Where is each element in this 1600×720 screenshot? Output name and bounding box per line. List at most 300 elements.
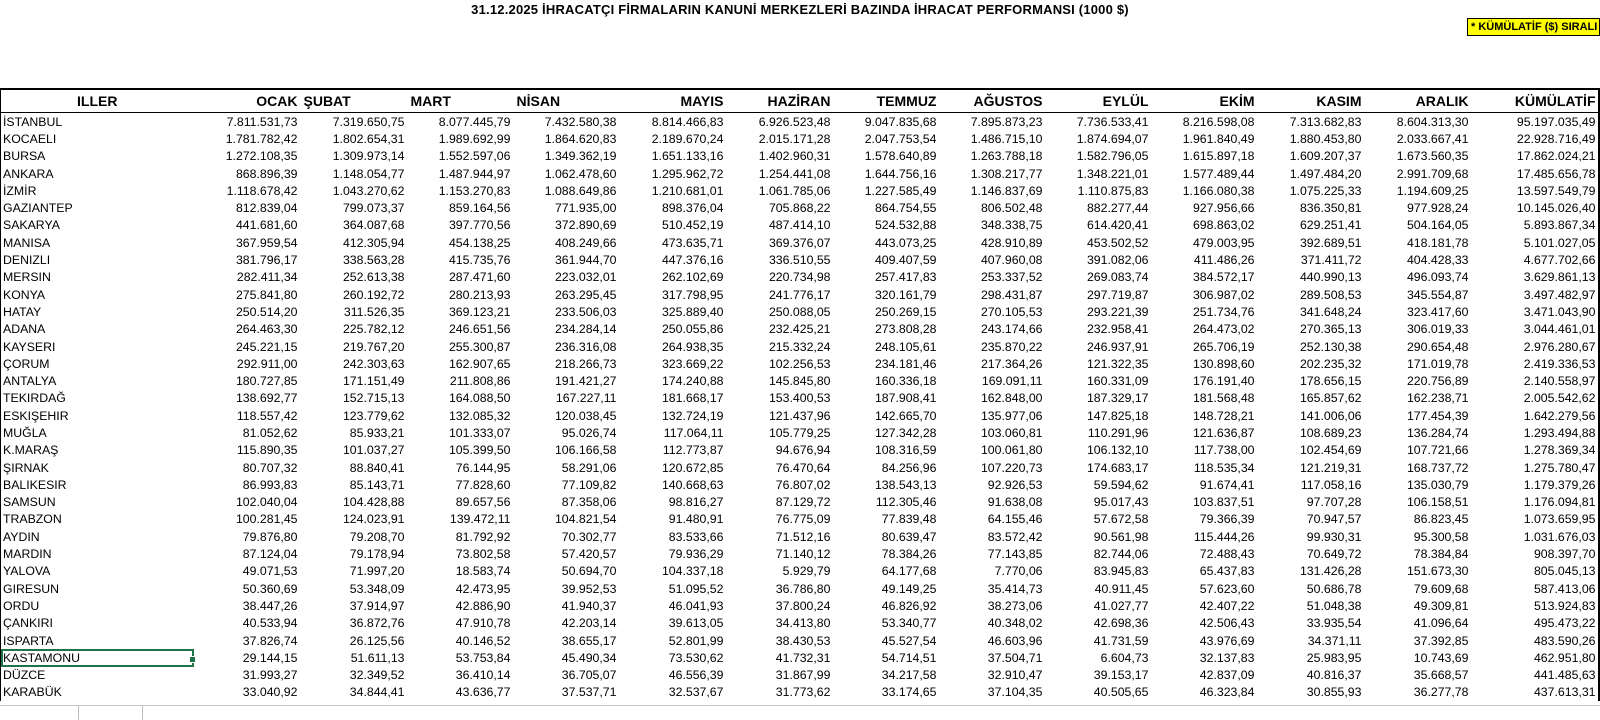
province-cell[interactable]: SAMSUN bbox=[1, 494, 194, 511]
value-cell[interactable]: 101.037,27 bbox=[342, 443, 405, 458]
value-cell[interactable]: 440.990,13 bbox=[1299, 270, 1362, 285]
value-cell[interactable]: 264.938,35 bbox=[661, 339, 724, 354]
value-cell[interactable]: 241.776,17 bbox=[768, 287, 831, 302]
value-cell[interactable]: 246.651,56 bbox=[448, 322, 511, 337]
value-cell[interactable]: 92.926,53 bbox=[987, 477, 1043, 492]
value-cell[interactable]: 31.993,27 bbox=[242, 668, 298, 683]
value-cell[interactable]: 407.960,08 bbox=[980, 253, 1043, 268]
value-cell[interactable]: 799.073,37 bbox=[342, 201, 405, 216]
value-cell[interactable]: 99.930,31 bbox=[1306, 529, 1362, 544]
value-cell[interactable]: 1.075.225,33 bbox=[1289, 183, 1362, 198]
value-cell[interactable]: 250.088,05 bbox=[768, 304, 831, 319]
value-cell[interactable]: 215.332,24 bbox=[768, 339, 831, 354]
value-cell[interactable]: 160.336,18 bbox=[874, 374, 937, 389]
value-cell[interactable]: 1.275.780,47 bbox=[1471, 459, 1599, 476]
value-cell[interactable]: 250.055,86 bbox=[661, 322, 724, 337]
value-cell[interactable]: 25.983,95 bbox=[1306, 650, 1362, 665]
value-cell[interactable]: 1.486.715,10 bbox=[970, 131, 1043, 146]
value-cell[interactable]: 496.093,74 bbox=[1406, 270, 1469, 285]
value-cell[interactable]: 1.578.640,89 bbox=[864, 149, 937, 164]
value-cell[interactable]: 79.208,70 bbox=[349, 529, 405, 544]
value-cell[interactable]: 1.031.676,03 bbox=[1471, 528, 1599, 545]
value-cell[interactable]: 181.568,48 bbox=[1192, 391, 1255, 406]
value-cell[interactable]: 341.648,24 bbox=[1299, 304, 1362, 319]
value-cell[interactable]: 54.714,51 bbox=[881, 650, 937, 665]
province-cell[interactable]: KONYA bbox=[1, 286, 194, 303]
value-cell[interactable]: 40.533,94 bbox=[242, 616, 298, 631]
value-cell[interactable]: 7.313.682,83 bbox=[1289, 114, 1362, 129]
value-cell[interactable]: 117.058,16 bbox=[1300, 477, 1362, 492]
value-cell[interactable]: 153.400,53 bbox=[768, 391, 831, 406]
value-cell[interactable]: 1.295.962,72 bbox=[651, 166, 724, 181]
value-cell[interactable]: 98.816,27 bbox=[668, 495, 724, 510]
value-cell[interactable]: 292.911,00 bbox=[236, 356, 298, 371]
value-cell[interactable]: 298.431,87 bbox=[980, 287, 1043, 302]
value-cell[interactable]: 70.947,57 bbox=[1306, 512, 1362, 527]
value-cell[interactable]: 437.613,31 bbox=[1471, 684, 1599, 701]
value-cell[interactable]: 441.485,63 bbox=[1471, 667, 1599, 684]
value-cell[interactable]: 71.997,20 bbox=[349, 564, 405, 579]
value-cell[interactable]: 1.153.270,83 bbox=[438, 183, 511, 198]
value-cell[interactable]: 1.642.279,56 bbox=[1471, 407, 1599, 424]
province-cell[interactable]: MARDIN bbox=[1, 545, 194, 562]
value-cell[interactable]: 415.735,76 bbox=[448, 253, 511, 268]
value-cell[interactable]: 64.155,46 bbox=[987, 512, 1043, 527]
value-cell[interactable]: 287.471,60 bbox=[448, 270, 511, 285]
value-cell[interactable]: 311.526,35 bbox=[343, 304, 405, 319]
value-cell[interactable]: 38.273,06 bbox=[987, 598, 1043, 613]
value-cell[interactable]: 41.027,77 bbox=[1093, 598, 1149, 613]
value-cell[interactable]: 7.319.650,75 bbox=[332, 114, 405, 129]
value-cell[interactable]: 504.164,05 bbox=[1406, 218, 1469, 233]
column-header-3[interactable]: MART bbox=[407, 89, 513, 113]
province-cell[interactable]: KARABÜK bbox=[1, 684, 194, 701]
value-cell[interactable]: 46.826,92 bbox=[881, 598, 937, 613]
value-cell[interactable]: 629.251,41 bbox=[1299, 218, 1362, 233]
value-cell[interactable]: 705.868,22 bbox=[768, 201, 831, 216]
value-cell[interactable]: 57.420,57 bbox=[561, 547, 617, 562]
value-cell[interactable]: 1.781.782,42 bbox=[225, 131, 298, 146]
value-cell[interactable]: 174.683,17 bbox=[1086, 460, 1149, 475]
value-cell[interactable]: 171.019,78 bbox=[1406, 356, 1469, 371]
value-cell[interactable]: 86.823,45 bbox=[1413, 512, 1469, 527]
value-cell[interactable]: 84.256,96 bbox=[881, 460, 937, 475]
value-cell[interactable]: 262.102,69 bbox=[661, 270, 724, 285]
value-cell[interactable]: 38.447,26 bbox=[242, 598, 298, 613]
value-cell[interactable]: 46.323,84 bbox=[1199, 685, 1255, 700]
value-cell[interactable]: 102.040,04 bbox=[235, 495, 298, 510]
value-cell[interactable]: 145.845,80 bbox=[768, 374, 831, 389]
value-cell[interactable]: 225.782,12 bbox=[342, 322, 405, 337]
value-cell[interactable]: 89.657,56 bbox=[455, 495, 511, 510]
value-cell[interactable]: 364.087,68 bbox=[342, 218, 405, 233]
value-cell[interactable]: 2.140.558,97 bbox=[1471, 372, 1599, 389]
value-cell[interactable]: 135.030,79 bbox=[1406, 477, 1469, 492]
value-cell[interactable]: 34.413,80 bbox=[775, 616, 831, 631]
value-cell[interactable]: 211.808,86 bbox=[449, 374, 511, 389]
province-cell[interactable]: HATAY bbox=[1, 303, 194, 320]
value-cell[interactable]: 1.210.681,01 bbox=[651, 183, 724, 198]
value-cell[interactable]: 71.140,12 bbox=[775, 547, 831, 562]
value-cell[interactable]: 1.110.875,83 bbox=[1077, 183, 1149, 198]
value-cell[interactable]: 1.874.694,07 bbox=[1076, 131, 1149, 146]
value-cell[interactable]: 191.421,27 bbox=[554, 374, 617, 389]
value-cell[interactable]: 95.300,58 bbox=[1413, 529, 1469, 544]
column-header-4[interactable]: NİSAN bbox=[513, 89, 619, 113]
value-cell[interactable]: 1.194.609,25 bbox=[1396, 183, 1469, 198]
value-cell[interactable]: 77.839,48 bbox=[881, 512, 937, 527]
value-cell[interactable]: 120.672,85 bbox=[661, 460, 724, 475]
value-cell[interactable]: 1.062.478,60 bbox=[544, 166, 617, 181]
value-cell[interactable]: 50.694,70 bbox=[561, 564, 617, 579]
value-cell[interactable]: 100.281,45 bbox=[235, 512, 298, 527]
value-cell[interactable]: 76.470,64 bbox=[775, 460, 831, 475]
value-cell[interactable]: 3.471.043,90 bbox=[1471, 303, 1599, 320]
value-cell[interactable]: 411.486,26 bbox=[1193, 253, 1255, 268]
value-cell[interactable]: 223.032,01 bbox=[554, 270, 617, 285]
value-cell[interactable]: 77.109,82 bbox=[561, 477, 617, 492]
value-cell[interactable]: 81.052,62 bbox=[242, 425, 298, 440]
value-cell[interactable]: 83.533,66 bbox=[668, 529, 724, 544]
province-cell[interactable]: AYDIN bbox=[1, 528, 194, 545]
province-cell[interactable]: TEKIRDAĞ bbox=[1, 390, 194, 407]
value-cell[interactable]: 22.928.716,49 bbox=[1471, 130, 1599, 147]
value-cell[interactable]: 33.174,65 bbox=[881, 685, 937, 700]
value-cell[interactable]: 859.164,56 bbox=[448, 201, 511, 216]
value-cell[interactable]: 10.743,69 bbox=[1413, 650, 1469, 665]
value-cell[interactable]: 41.096,64 bbox=[1413, 616, 1469, 631]
value-cell[interactable]: 306.019,33 bbox=[1406, 322, 1469, 337]
value-cell[interactable]: 81.792,92 bbox=[455, 529, 511, 544]
value-cell[interactable]: 260.192,72 bbox=[342, 287, 405, 302]
value-cell[interactable]: 80.639,47 bbox=[881, 529, 937, 544]
value-cell[interactable]: 123.779,62 bbox=[342, 408, 405, 423]
value-cell[interactable]: 483.590,26 bbox=[1471, 632, 1599, 649]
value-cell[interactable]: 78.384,26 bbox=[881, 547, 937, 562]
value-cell[interactable]: 317.798,95 bbox=[661, 287, 724, 302]
value-cell[interactable]: 120.038,45 bbox=[554, 408, 617, 423]
value-cell[interactable]: 34.371,11 bbox=[1307, 633, 1362, 648]
value-cell[interactable]: 42.203,14 bbox=[561, 616, 617, 631]
value-cell[interactable]: 245.221,15 bbox=[235, 339, 298, 354]
value-cell[interactable]: 371.411,72 bbox=[1300, 253, 1362, 268]
value-cell[interactable]: 70.649,72 bbox=[1306, 547, 1362, 562]
value-cell[interactable]: 1.609.207,37 bbox=[1289, 149, 1362, 164]
value-cell[interactable]: 40.816,37 bbox=[1306, 668, 1362, 683]
value-cell[interactable]: 10.145.026,40 bbox=[1471, 199, 1599, 216]
value-cell[interactable]: 487.414,10 bbox=[768, 218, 831, 233]
value-cell[interactable]: 771.935,00 bbox=[554, 201, 617, 216]
column-header-5[interactable]: MAYIS bbox=[619, 89, 726, 113]
value-cell[interactable]: 336.510,55 bbox=[768, 253, 831, 268]
value-cell[interactable]: 513.924,83 bbox=[1471, 597, 1599, 614]
value-cell[interactable]: 369.123,21 bbox=[448, 304, 511, 319]
value-cell[interactable]: 38.655,17 bbox=[561, 633, 617, 648]
value-cell[interactable]: 37.504,71 bbox=[987, 650, 1043, 665]
value-cell[interactable]: 255.300,87 bbox=[448, 339, 511, 354]
value-cell[interactable]: 46.556,39 bbox=[668, 668, 724, 683]
province-cell[interactable]: ESKIŞEHIR bbox=[1, 407, 194, 424]
value-cell[interactable]: 1.349.362,19 bbox=[544, 149, 617, 164]
value-cell[interactable]: 1.118.678,42 bbox=[226, 183, 298, 198]
value-cell[interactable]: 46.603,96 bbox=[987, 633, 1043, 648]
value-cell[interactable]: 45.490,34 bbox=[561, 650, 617, 665]
value-cell[interactable]: 37.537,71 bbox=[561, 685, 617, 700]
value-cell[interactable]: 132.724,19 bbox=[661, 408, 724, 423]
value-cell[interactable]: 8.216.598,08 bbox=[1182, 114, 1255, 129]
value-cell[interactable]: 87.358,06 bbox=[561, 495, 617, 510]
column-header-6[interactable]: HAZİRAN bbox=[726, 89, 833, 113]
value-cell[interactable]: 391.082,06 bbox=[1086, 253, 1149, 268]
value-cell[interactable]: 132.085,32 bbox=[448, 408, 511, 423]
value-cell[interactable]: 17.862.024,21 bbox=[1471, 148, 1599, 165]
value-cell[interactable]: 367.959,54 bbox=[235, 235, 298, 250]
value-cell[interactable]: 257.417,83 bbox=[874, 270, 937, 285]
value-cell[interactable]: 37.392,85 bbox=[1413, 633, 1469, 648]
value-cell[interactable]: 42.506,43 bbox=[1199, 616, 1255, 631]
value-cell[interactable]: 176.191,40 bbox=[1192, 374, 1255, 389]
value-cell[interactable]: 104.821,54 bbox=[554, 512, 617, 527]
value-cell[interactable]: 2.991.709,68 bbox=[1396, 166, 1469, 181]
value-cell[interactable]: 135.977,06 bbox=[980, 408, 1043, 423]
value-cell[interactable]: 7.895.873,23 bbox=[970, 114, 1043, 129]
value-cell[interactable]: 187.908,41 bbox=[874, 391, 937, 406]
value-cell[interactable]: 95.197.035,49 bbox=[1471, 113, 1599, 131]
value-cell[interactable]: 107.721,66 bbox=[1406, 443, 1469, 458]
value-cell[interactable]: 1.278.369,34 bbox=[1471, 442, 1599, 459]
value-cell[interactable]: 251.734,76 bbox=[1192, 304, 1255, 319]
value-cell[interactable]: 73.530,62 bbox=[668, 650, 724, 665]
value-cell[interactable]: 269.083,74 bbox=[1086, 270, 1149, 285]
value-cell[interactable]: 97.707,28 bbox=[1306, 495, 1362, 510]
value-cell[interactable]: 141.006,06 bbox=[1299, 408, 1362, 423]
value-cell[interactable]: 812.839,04 bbox=[235, 201, 298, 216]
value-cell[interactable]: 178.656,15 bbox=[1299, 374, 1362, 389]
value-cell[interactable]: 5.929,79 bbox=[782, 564, 831, 579]
value-cell[interactable]: 65.437,83 bbox=[1199, 564, 1255, 579]
value-cell[interactable]: 9.047.835,68 bbox=[864, 114, 937, 129]
value-cell[interactable]: 138.692,77 bbox=[235, 391, 298, 406]
value-cell[interactable]: 140.668,63 bbox=[661, 477, 724, 492]
province-cell[interactable]: KAYSERI bbox=[1, 338, 194, 355]
value-cell[interactable]: 106.132,10 bbox=[1086, 443, 1149, 458]
value-cell[interactable]: 234.284,14 bbox=[554, 322, 617, 337]
value-cell[interactable]: 147.825,18 bbox=[1086, 408, 1149, 423]
value-cell[interactable]: 70.302,77 bbox=[561, 529, 617, 544]
value-cell[interactable]: 338.563,28 bbox=[342, 253, 405, 268]
value-cell[interactable]: 1.989.692,99 bbox=[438, 131, 511, 146]
value-cell[interactable]: 87.124,04 bbox=[242, 547, 298, 562]
value-cell[interactable]: 121.322,35 bbox=[1086, 356, 1149, 371]
value-cell[interactable]: 167.227,11 bbox=[555, 391, 617, 406]
value-cell[interactable]: 85.933,21 bbox=[349, 425, 405, 440]
province-cell[interactable]: ADANA bbox=[1, 321, 194, 338]
value-cell[interactable]: 409.407,59 bbox=[874, 253, 937, 268]
value-cell[interactable]: 32.910,47 bbox=[987, 668, 1043, 683]
value-cell[interactable]: 320.161,79 bbox=[874, 287, 937, 302]
value-cell[interactable]: 29.144,15 bbox=[242, 650, 298, 665]
value-cell[interactable]: 41.940,37 bbox=[561, 598, 617, 613]
value-cell[interactable]: 6.926.523,48 bbox=[758, 114, 831, 129]
province-cell[interactable]: İSTANBUL bbox=[1, 113, 194, 131]
value-cell[interactable]: 57.623,60 bbox=[1199, 581, 1255, 596]
value-cell[interactable]: 977.928,24 bbox=[1406, 201, 1469, 216]
value-cell[interactable]: 1.088.649,86 bbox=[544, 183, 617, 198]
value-cell[interactable]: 31.773,62 bbox=[775, 685, 831, 700]
value-cell[interactable]: 148.728,21 bbox=[1192, 408, 1255, 423]
value-cell[interactable]: 441.681,60 bbox=[235, 218, 298, 233]
value-cell[interactable]: 1.651.133,16 bbox=[651, 149, 724, 164]
province-cell[interactable]: ISPARTA bbox=[1, 632, 194, 649]
province-cell[interactable]: KASTAMONU bbox=[1, 649, 194, 666]
value-cell[interactable]: 79.936,29 bbox=[668, 547, 724, 562]
value-cell[interactable]: 127.342,28 bbox=[874, 425, 937, 440]
value-cell[interactable]: 13.597.549,79 bbox=[1471, 182, 1599, 199]
value-cell[interactable]: 106.166,58 bbox=[554, 443, 617, 458]
value-cell[interactable]: 243.174,66 bbox=[980, 322, 1043, 337]
value-cell[interactable]: 282.411,34 bbox=[236, 270, 298, 285]
province-cell[interactable]: MERSIN bbox=[1, 269, 194, 286]
value-cell[interactable]: 2.015.171,28 bbox=[758, 131, 831, 146]
province-cell[interactable]: SAKARYA bbox=[1, 217, 194, 234]
value-cell[interactable]: 372.890,69 bbox=[554, 218, 617, 233]
value-cell[interactable]: 138.543,13 bbox=[874, 477, 937, 492]
value-cell[interactable]: 1.864.620,83 bbox=[544, 131, 617, 146]
value-cell[interactable]: 49.149,25 bbox=[881, 581, 937, 596]
value-cell[interactable]: 32.349,52 bbox=[349, 668, 405, 683]
value-cell[interactable]: 118.557,42 bbox=[236, 408, 298, 423]
value-cell[interactable]: 297.719,87 bbox=[1086, 287, 1149, 302]
value-cell[interactable]: 42.886,90 bbox=[455, 598, 511, 613]
value-cell[interactable]: 836.350,81 bbox=[1299, 201, 1362, 216]
value-cell[interactable]: 151.673,30 bbox=[1406, 564, 1469, 579]
value-cell[interactable]: 453.502,52 bbox=[1086, 235, 1149, 250]
value-cell[interactable]: 82.744,06 bbox=[1093, 547, 1149, 562]
value-cell[interactable]: 217.364,26 bbox=[980, 356, 1043, 371]
value-cell[interactable]: 369.376,07 bbox=[768, 235, 831, 250]
value-cell[interactable]: 31.867,99 bbox=[775, 668, 831, 683]
value-cell[interactable]: 927.956,66 bbox=[1192, 201, 1255, 216]
value-cell[interactable]: 79.876,80 bbox=[242, 529, 298, 544]
value-cell[interactable]: 112.773,87 bbox=[662, 443, 724, 458]
value-cell[interactable]: 49.071,53 bbox=[242, 564, 298, 579]
value-cell[interactable]: 270.105,53 bbox=[980, 304, 1043, 319]
value-cell[interactable]: 381.796,17 bbox=[235, 253, 298, 268]
value-cell[interactable]: 219.767,20 bbox=[342, 339, 405, 354]
value-cell[interactable]: 418.181,78 bbox=[1406, 235, 1469, 250]
value-cell[interactable]: 3.497.482,97 bbox=[1471, 286, 1599, 303]
value-cell[interactable]: 443.073,25 bbox=[874, 235, 937, 250]
value-cell[interactable]: 50.360,69 bbox=[242, 581, 298, 596]
value-cell[interactable]: 87.129,72 bbox=[775, 495, 831, 510]
province-cell[interactable]: DENIZLI bbox=[1, 251, 194, 268]
value-cell[interactable]: 78.384,84 bbox=[1413, 547, 1469, 562]
province-cell[interactable]: ANTALYA bbox=[1, 372, 194, 389]
value-cell[interactable]: 121.219,31 bbox=[1299, 460, 1362, 475]
value-cell[interactable]: 323.669,22 bbox=[661, 356, 724, 371]
value-cell[interactable]: 104.337,18 bbox=[661, 564, 724, 579]
value-cell[interactable]: 7.811.531,73 bbox=[226, 114, 298, 129]
value-cell[interactable]: 52.801,99 bbox=[668, 633, 724, 648]
value-cell[interactable]: 102.454,69 bbox=[1299, 443, 1362, 458]
value-cell[interactable]: 1.073.659,95 bbox=[1471, 511, 1599, 528]
value-cell[interactable]: 76.775,09 bbox=[775, 512, 831, 527]
value-cell[interactable]: 265.706,19 bbox=[1192, 339, 1255, 354]
value-cell[interactable]: 242.303,63 bbox=[342, 356, 405, 371]
value-cell[interactable]: 91.674,41 bbox=[1199, 477, 1255, 492]
value-cell[interactable]: 2.189.670,24 bbox=[651, 131, 724, 146]
province-cell[interactable]: GIRESUN bbox=[1, 580, 194, 597]
value-cell[interactable]: 412.305,94 bbox=[342, 235, 405, 250]
value-cell[interactable]: 35.414,73 bbox=[987, 581, 1043, 596]
value-cell[interactable]: 162.238,71 bbox=[1406, 391, 1469, 406]
value-cell[interactable]: 8.604.313,30 bbox=[1396, 114, 1469, 129]
value-cell[interactable]: 162.848,00 bbox=[980, 391, 1043, 406]
value-cell[interactable]: 454.138,25 bbox=[448, 235, 511, 250]
value-cell[interactable]: 220.734,98 bbox=[768, 270, 831, 285]
value-cell[interactable]: 83.572,42 bbox=[987, 529, 1043, 544]
value-cell[interactable]: 124.023,91 bbox=[342, 512, 405, 527]
value-cell[interactable]: 273.808,28 bbox=[874, 322, 937, 337]
value-cell[interactable]: 30.855,93 bbox=[1306, 685, 1362, 700]
value-cell[interactable]: 587.413,06 bbox=[1471, 580, 1599, 597]
value-cell[interactable]: 1.309.973,14 bbox=[332, 149, 405, 164]
value-cell[interactable]: 1.227.585,49 bbox=[864, 183, 937, 198]
value-cell[interactable]: 162.907,65 bbox=[448, 356, 511, 371]
value-cell[interactable]: 112.305,46 bbox=[875, 495, 937, 510]
value-cell[interactable]: 107.220,73 bbox=[980, 460, 1043, 475]
value-cell[interactable]: 510.452,19 bbox=[661, 218, 724, 233]
value-cell[interactable]: 479.003,95 bbox=[1192, 235, 1255, 250]
value-cell[interactable]: 236.316,08 bbox=[554, 339, 617, 354]
value-cell[interactable]: 18.583,74 bbox=[455, 564, 511, 579]
value-cell[interactable]: 1.577.489,44 bbox=[1182, 166, 1255, 181]
value-cell[interactable]: 83.945,83 bbox=[1093, 564, 1149, 579]
value-cell[interactable]: 2.033.667,41 bbox=[1396, 131, 1469, 146]
value-cell[interactable]: 72.488,43 bbox=[1199, 547, 1255, 562]
value-cell[interactable]: 100.061,80 bbox=[980, 443, 1043, 458]
value-cell[interactable]: 3.629.861,13 bbox=[1471, 269, 1599, 286]
value-cell[interactable]: 32.137,83 bbox=[1199, 650, 1255, 665]
value-cell[interactable]: 2.419.336,53 bbox=[1471, 355, 1599, 372]
value-cell[interactable]: 264.463,30 bbox=[235, 322, 298, 337]
value-cell[interactable]: 5.893.867,34 bbox=[1471, 217, 1599, 234]
value-cell[interactable]: 270.365,13 bbox=[1299, 322, 1362, 337]
value-cell[interactable]: 57.672,58 bbox=[1093, 512, 1149, 527]
value-cell[interactable]: 1.272.108,35 bbox=[225, 149, 298, 164]
value-cell[interactable]: 1.166.080,38 bbox=[1182, 183, 1255, 198]
value-cell[interactable]: 79.366,39 bbox=[1199, 512, 1255, 527]
value-cell[interactable]: 58.291,06 bbox=[561, 460, 617, 475]
value-cell[interactable]: 41.731,59 bbox=[1093, 633, 1149, 648]
value-cell[interactable]: 805.045,13 bbox=[1471, 563, 1599, 580]
value-cell[interactable]: 898.376,04 bbox=[661, 201, 724, 216]
value-cell[interactable]: 252.130,38 bbox=[1299, 339, 1362, 354]
value-cell[interactable]: 293.221,39 bbox=[1086, 304, 1149, 319]
value-cell[interactable]: 43.636,77 bbox=[455, 685, 511, 700]
province-cell[interactable]: ORDU bbox=[1, 597, 194, 614]
value-cell[interactable]: 220.756,89 bbox=[1406, 374, 1469, 389]
province-cell[interactable]: YALOVA bbox=[1, 563, 194, 580]
value-cell[interactable]: 32.537,67 bbox=[668, 685, 724, 700]
value-cell[interactable]: 1.615.897,18 bbox=[1182, 149, 1255, 164]
value-cell[interactable]: 495.473,22 bbox=[1471, 615, 1599, 632]
value-cell[interactable]: 263.295,45 bbox=[554, 287, 617, 302]
column-header-8[interactable]: AĞUSTOS bbox=[939, 89, 1045, 113]
value-cell[interactable]: 428.910,89 bbox=[980, 235, 1043, 250]
value-cell[interactable]: 131.426,28 bbox=[1299, 564, 1362, 579]
value-cell[interactable]: 1.061.785,06 bbox=[758, 183, 831, 198]
